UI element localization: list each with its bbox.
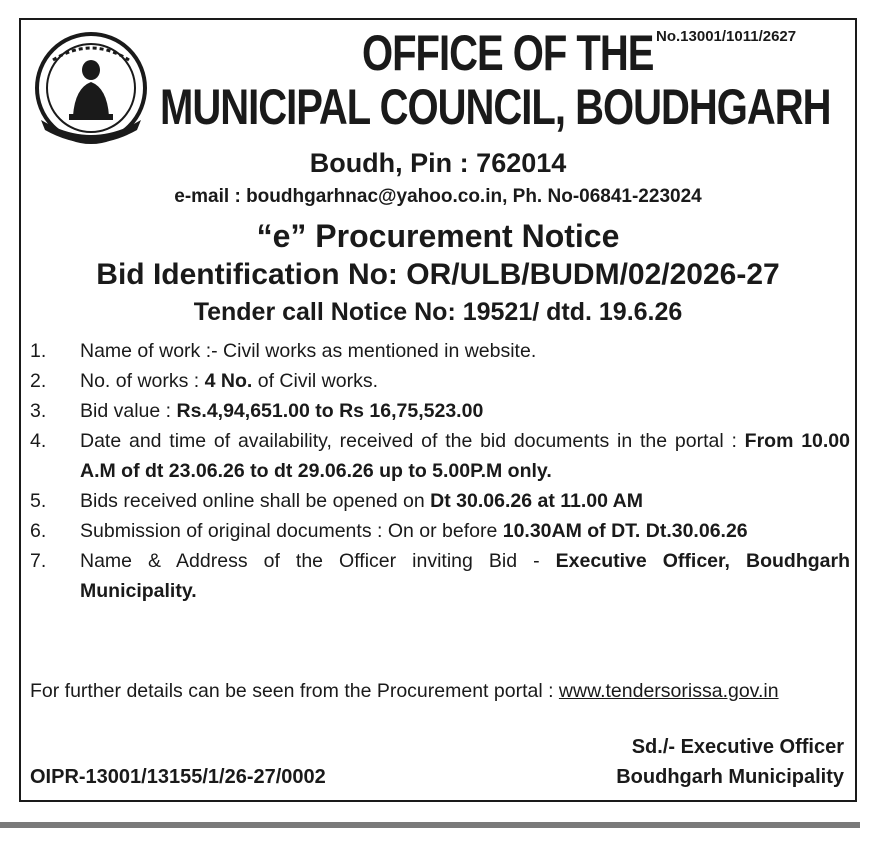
- title-line-1: OFFICE OF THE: [362, 26, 654, 81]
- list-item: [30, 366, 850, 396]
- bottom-divider: [0, 822, 860, 828]
- address: Boudh, Pin : 762014: [309, 148, 567, 178]
- item-number: 1.: [30, 340, 47, 362]
- tender-call-notice: Tender call Notice No: 19521/ dtd. 19.6.26: [193, 298, 683, 326]
- portal-link[interactable]: www.tendersorissa.gov.in: [558, 680, 779, 702]
- item-text: Submission of original documents : On or before 10.30AM of DT. Dt.30.06.26: [80, 520, 748, 542]
- item-text: Bid value : Rs.4,94,651.00 to Rs 16,75,523.00: [80, 400, 484, 422]
- item-text: No. of works : 4 No. of Civil works.: [80, 370, 378, 392]
- item-text: Date and time of availability, received of the bid documents in the portal : From 10.00 A.M of dt 23.06.26 to dt 29.06.26 up to 5.00P.M only.: [80, 430, 851, 482]
- list-item: [30, 516, 850, 546]
- item-number: 5.: [30, 490, 47, 512]
- item-number: 2.: [30, 370, 47, 392]
- title-line-2: MUNICIPAL COUNCIL, BOUDHGARH: [160, 80, 831, 135]
- list-item: [30, 486, 850, 516]
- oipr-number: OIPR-13001/13155/1/26-27/0002: [30, 766, 326, 788]
- bid-identification: Bid Identification No: OR/ULB/BUDM/02/2026-27: [96, 258, 780, 291]
- item-number: 4.: [30, 430, 47, 452]
- notice-items-list: [30, 336, 850, 606]
- municipal-seal-logo: [33, 30, 149, 146]
- item-number: 3.: [30, 400, 47, 422]
- item-text: Name & Address of the Officer inviting Bid - Executive Officer, Boudhgarh Municipality.: [80, 550, 850, 602]
- item-number: 7.: [30, 550, 47, 572]
- list-item: [30, 336, 850, 366]
- reference-number: No.13001/1011/2627: [656, 28, 797, 45]
- further-details: For further details can be seen from the Procurement portal : www.tendersorissa.gov.in: [30, 680, 779, 702]
- list-item: [30, 546, 850, 606]
- item-text: Bids received online shall be opened on Dt 30.06.26 at 11.00 AM: [80, 490, 643, 512]
- signatory-office: Boudhgarh Municipality: [616, 766, 844, 788]
- procurement-title: “e” Procurement Notice: [256, 218, 620, 254]
- contact-line: e-mail : boudhgarhnac@yahoo.co.in, Ph. No-06841-223024: [174, 186, 702, 207]
- list-item: [30, 396, 850, 426]
- list-item: [30, 426, 850, 486]
- signatory-title: Sd./- Executive Officer: [631, 736, 844, 758]
- item-number: 6.: [30, 520, 47, 542]
- item-text: Name of work :- Civil works as mentioned in website.: [80, 340, 537, 362]
